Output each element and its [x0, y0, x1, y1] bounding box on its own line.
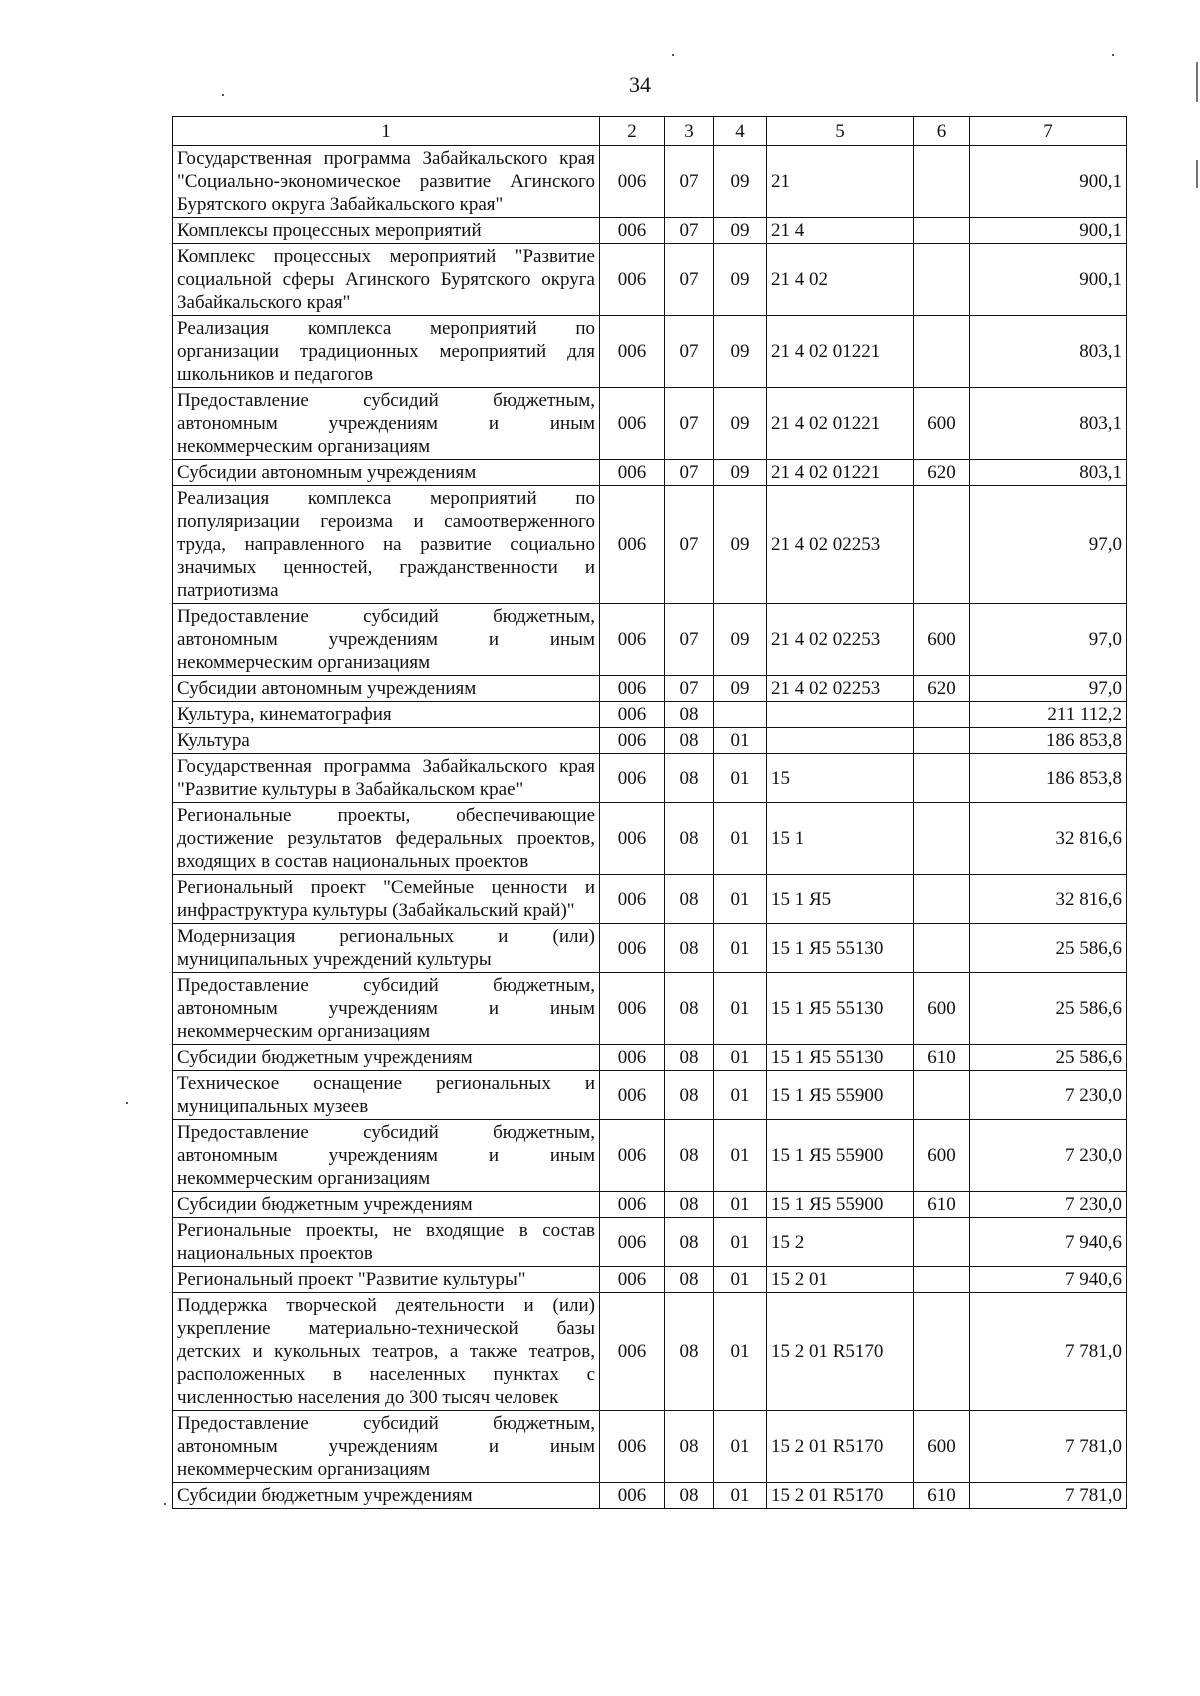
row-name-cell: Реализация комплекса мероприятий по организации традиционных мероприятий для школьников и педагогов	[173, 316, 600, 388]
subsection-code-cell: 01	[714, 1267, 767, 1293]
table-row	[173, 1293, 1127, 1411]
row-name-cell: Культура	[173, 728, 600, 754]
subsection-code-cell: 09	[714, 604, 767, 676]
amount-cell: 7 781,0	[970, 1293, 1127, 1411]
expense-type-cell	[914, 244, 970, 316]
admin-code-cell: 006	[600, 218, 665, 244]
row-name-cell: Предоставление субсидий бюджетным, автономным учреждениям и иным некоммерческим организациям	[173, 604, 600, 676]
section-code-cell: 08	[665, 1218, 714, 1267]
expense-type-cell	[914, 1218, 970, 1267]
amount-cell: 7 230,0	[970, 1120, 1127, 1192]
header-cell: 4	[714, 117, 767, 146]
section-code-cell: 08	[665, 924, 714, 973]
row-name-cell: Культура, кинематография	[173, 702, 600, 728]
section-code-cell: 08	[665, 803, 714, 875]
amount-cell: 186 853,8	[970, 728, 1127, 754]
section-code-cell: 08	[665, 1120, 714, 1192]
expense-type-cell	[914, 486, 970, 604]
target-item-cell: 15 1 Я5 55900	[767, 1071, 914, 1120]
table-row	[173, 875, 1127, 924]
section-code-cell: 08	[665, 754, 714, 803]
expense-type-cell	[914, 1071, 970, 1120]
table-row	[173, 1071, 1127, 1120]
scan-speck	[222, 94, 224, 96]
amount-cell: 7 940,6	[970, 1218, 1127, 1267]
amount-cell: 97,0	[970, 676, 1127, 702]
expense-type-cell: 600	[914, 1120, 970, 1192]
table-row	[173, 388, 1127, 460]
section-code-cell: 08	[665, 875, 714, 924]
target-item-cell: 15 2	[767, 1218, 914, 1267]
table-row	[173, 316, 1127, 388]
target-item-cell: 21 4 02 02253	[767, 486, 914, 604]
row-name-cell: Субсидии бюджетным учреждениям	[173, 1045, 600, 1071]
subsection-code-cell: 01	[714, 1483, 767, 1509]
expense-type-cell	[914, 146, 970, 218]
target-item-cell: 15 2 01 R5170	[767, 1483, 914, 1509]
amount-cell: 900,1	[970, 244, 1127, 316]
subsection-code-cell: 09	[714, 244, 767, 316]
target-item-cell: 15 2 01 R5170	[767, 1293, 914, 1411]
row-name-cell: Региональный проект "Развитие культуры"	[173, 1267, 600, 1293]
row-name-cell: Региональные проекты, обеспечивающие достижение результатов федеральных проектов, входящих в состав национальных проектов	[173, 803, 600, 875]
subsection-code-cell: 09	[714, 316, 767, 388]
admin-code-cell: 006	[600, 460, 665, 486]
scan-edge-mark	[1196, 62, 1198, 102]
amount-cell: 32 816,6	[970, 803, 1127, 875]
expense-type-cell: 620	[914, 676, 970, 702]
section-code-cell: 08	[665, 1192, 714, 1218]
section-code-cell: 08	[665, 702, 714, 728]
target-item-cell: 21 4 02 01221	[767, 388, 914, 460]
admin-code-cell: 006	[600, 1411, 665, 1483]
admin-code-cell: 006	[600, 1120, 665, 1192]
admin-code-cell: 006	[600, 875, 665, 924]
expense-type-cell: 600	[914, 973, 970, 1045]
subsection-code-cell: 09	[714, 146, 767, 218]
budget-table	[172, 116, 1127, 1509]
row-name-cell: Комплекс процессных мероприятий "Развитие социальной сферы Агинского Бурятского округа Забайкальского края"	[173, 244, 600, 316]
subsection-code-cell: 01	[714, 924, 767, 973]
amount-cell: 7 940,6	[970, 1267, 1127, 1293]
admin-code-cell: 006	[600, 924, 665, 973]
row-name-cell: Предоставление субсидий бюджетным, автономным учреждениям и иным некоммерческим организациям	[173, 973, 600, 1045]
expense-type-cell	[914, 218, 970, 244]
admin-code-cell: 006	[600, 973, 665, 1045]
subsection-code-cell: 09	[714, 388, 767, 460]
row-name-cell: Субсидии автономным учреждениям	[173, 676, 600, 702]
admin-code-cell: 006	[600, 1218, 665, 1267]
admin-code-cell: 006	[600, 316, 665, 388]
subsection-code-cell: 01	[714, 728, 767, 754]
section-code-cell: 07	[665, 604, 714, 676]
amount-cell: 97,0	[970, 604, 1127, 676]
target-item-cell	[767, 728, 914, 754]
expense-type-cell	[914, 728, 970, 754]
table-row	[173, 1483, 1127, 1509]
target-item-cell: 15 1 Я5 55130	[767, 1045, 914, 1071]
table-row	[173, 702, 1127, 728]
row-name-cell: Реализация комплекса мероприятий по популяризации героизма и самоотверженного труда, направленного на развитие социально значимых ценностей, гражданственности и патриотизма	[173, 486, 600, 604]
amount-cell: 186 853,8	[970, 754, 1127, 803]
amount-cell: 32 816,6	[970, 875, 1127, 924]
row-name-cell: Предоставление субсидий бюджетным, автономным учреждениям и иным некоммерческим организациям	[173, 388, 600, 460]
admin-code-cell: 006	[600, 244, 665, 316]
amount-cell: 211 112,2	[970, 702, 1127, 728]
section-code-cell: 07	[665, 486, 714, 604]
section-code-cell: 08	[665, 973, 714, 1045]
expense-type-cell	[914, 1293, 970, 1411]
admin-code-cell: 006	[600, 604, 665, 676]
section-code-cell: 08	[665, 1045, 714, 1071]
section-code-cell: 08	[665, 1293, 714, 1411]
subsection-code-cell: 01	[714, 1071, 767, 1120]
header-cell: 5	[767, 117, 914, 146]
amount-cell: 7 781,0	[970, 1483, 1127, 1509]
table-row	[173, 728, 1127, 754]
target-item-cell: 15 1 Я5 55130	[767, 924, 914, 973]
target-item-cell: 15 1 Я5 55900	[767, 1192, 914, 1218]
amount-cell: 803,1	[970, 460, 1127, 486]
amount-cell: 25 586,6	[970, 1045, 1127, 1071]
row-name-cell: Техническое оснащение региональных и муниципальных музеев	[173, 1071, 600, 1120]
section-code-cell: 07	[665, 460, 714, 486]
amount-cell: 25 586,6	[970, 924, 1127, 973]
expense-type-cell: 610	[914, 1192, 970, 1218]
subsection-code-cell: 01	[714, 1293, 767, 1411]
target-item-cell: 21	[767, 146, 914, 218]
admin-code-cell: 006	[600, 1045, 665, 1071]
target-item-cell: 21 4 02 01221	[767, 316, 914, 388]
section-code-cell: 07	[665, 316, 714, 388]
admin-code-cell: 006	[600, 388, 665, 460]
table-row	[173, 486, 1127, 604]
expense-type-cell: 600	[914, 604, 970, 676]
row-name-cell: Модернизация региональных и (или) муниципальных учреждений культуры	[173, 924, 600, 973]
header-cell: 3	[665, 117, 714, 146]
target-item-cell: 15 1	[767, 803, 914, 875]
section-code-cell: 08	[665, 728, 714, 754]
row-name-cell: Государственная программа Забайкальского края "Развитие культуры в Забайкальском крае"	[173, 754, 600, 803]
section-code-cell: 07	[665, 388, 714, 460]
admin-code-cell: 006	[600, 803, 665, 875]
target-item-cell: 15 2 01	[767, 1267, 914, 1293]
expense-type-cell: 620	[914, 460, 970, 486]
expense-type-cell: 600	[914, 1411, 970, 1483]
expense-type-cell	[914, 803, 970, 875]
table-row	[173, 803, 1127, 875]
section-code-cell: 08	[665, 1071, 714, 1120]
target-item-cell: 15 1 Я5	[767, 875, 914, 924]
row-name-cell: Предоставление субсидий бюджетным, автономным учреждениям и иным некоммерческим организациям	[173, 1120, 600, 1192]
expense-type-cell	[914, 316, 970, 388]
table-row	[173, 973, 1127, 1045]
expense-type-cell	[914, 1267, 970, 1293]
scan-speck	[1112, 54, 1114, 56]
expense-type-cell	[914, 754, 970, 803]
subsection-code-cell: 01	[714, 1120, 767, 1192]
row-name-cell: Региональные проекты, не входящие в состав национальных проектов	[173, 1218, 600, 1267]
row-name-cell: Предоставление субсидий бюджетным, автономным учреждениям и иным некоммерческим организациям	[173, 1411, 600, 1483]
row-name-cell: Поддержка творческой деятельности и (или) укрепление материально-технической базы детских и кукольных театров, а также театров, расположенных в населенных пунктах с численностью населения до 300 тысяч человек	[173, 1293, 600, 1411]
amount-cell: 900,1	[970, 218, 1127, 244]
row-name-cell: Региональный проект "Семейные ценности и инфраструктура культуры (Забайкальский край)"	[173, 875, 600, 924]
expense-type-cell: 610	[914, 1483, 970, 1509]
section-code-cell: 07	[665, 146, 714, 218]
table-row	[173, 676, 1127, 702]
target-item-cell: 15 2 01 R5170	[767, 1411, 914, 1483]
admin-code-cell: 006	[600, 728, 665, 754]
amount-cell: 7 781,0	[970, 1411, 1127, 1483]
table-header-row	[173, 117, 1127, 146]
admin-code-cell: 006	[600, 146, 665, 218]
expense-type-cell: 610	[914, 1045, 970, 1071]
scan-speck	[126, 1102, 128, 1104]
section-code-cell: 07	[665, 244, 714, 316]
admin-code-cell: 006	[600, 1192, 665, 1218]
subsection-code-cell: 09	[714, 486, 767, 604]
expense-type-cell	[914, 702, 970, 728]
admin-code-cell: 006	[600, 1293, 665, 1411]
subsection-code-cell: 01	[714, 754, 767, 803]
subsection-code-cell: 01	[714, 1411, 767, 1483]
row-name-cell: Субсидии бюджетным учреждениям	[173, 1483, 600, 1509]
scan-edge-mark	[1196, 160, 1198, 188]
amount-cell: 803,1	[970, 316, 1127, 388]
subsection-code-cell: 01	[714, 1218, 767, 1267]
expense-type-cell	[914, 924, 970, 973]
table-row	[173, 244, 1127, 316]
header-cell: 7	[970, 117, 1127, 146]
amount-cell: 7 230,0	[970, 1192, 1127, 1218]
section-code-cell: 07	[665, 676, 714, 702]
admin-code-cell: 006	[600, 702, 665, 728]
header-cell: 6	[914, 117, 970, 146]
subsection-code-cell	[714, 702, 767, 728]
table-row	[173, 754, 1127, 803]
amount-cell: 25 586,6	[970, 973, 1127, 1045]
subsection-code-cell: 01	[714, 1045, 767, 1071]
table-row	[173, 218, 1127, 244]
row-name-cell: Субсидии автономным учреждениям	[173, 460, 600, 486]
subsection-code-cell: 09	[714, 218, 767, 244]
header-cell: 1	[173, 117, 600, 146]
row-name-cell: Субсидии бюджетным учреждениям	[173, 1192, 600, 1218]
amount-cell: 97,0	[970, 486, 1127, 604]
table-row	[173, 1120, 1127, 1192]
expense-type-cell	[914, 875, 970, 924]
section-code-cell: 08	[665, 1411, 714, 1483]
amount-cell: 900,1	[970, 146, 1127, 218]
target-item-cell: 21 4 02 02253	[767, 604, 914, 676]
target-item-cell: 15 1 Я5 55130	[767, 973, 914, 1045]
page-number: 34	[629, 72, 651, 97]
admin-code-cell: 006	[600, 1071, 665, 1120]
table-row	[173, 460, 1127, 486]
admin-code-cell: 006	[600, 754, 665, 803]
amount-cell: 803,1	[970, 388, 1127, 460]
scan-speck	[672, 54, 674, 56]
subsection-code-cell: 01	[714, 973, 767, 1045]
table-row	[173, 1267, 1127, 1293]
target-item-cell	[767, 702, 914, 728]
admin-code-cell: 006	[600, 486, 665, 604]
row-name-cell: Комплексы процессных мероприятий	[173, 218, 600, 244]
table-row	[173, 604, 1127, 676]
section-code-cell: 07	[665, 218, 714, 244]
admin-code-cell: 006	[600, 676, 665, 702]
subsection-code-cell: 01	[714, 1192, 767, 1218]
table-row	[173, 1218, 1127, 1267]
admin-code-cell: 006	[600, 1483, 665, 1509]
section-code-cell: 08	[665, 1483, 714, 1509]
table-row	[173, 1411, 1127, 1483]
subsection-code-cell: 09	[714, 460, 767, 486]
table-row	[173, 1045, 1127, 1071]
header-cell: 2	[600, 117, 665, 146]
target-item-cell: 21 4	[767, 218, 914, 244]
scan-speck	[164, 1503, 166, 1505]
table-row	[173, 146, 1127, 218]
target-item-cell: 21 4 02 02253	[767, 676, 914, 702]
target-item-cell: 21 4 02	[767, 244, 914, 316]
row-name-cell: Государственная программа Забайкальского края "Социально-экономическое развитие Агинского Бурятского округа Забайкальского края"	[173, 146, 600, 218]
amount-cell: 7 230,0	[970, 1071, 1127, 1120]
subsection-code-cell: 01	[714, 875, 767, 924]
target-item-cell: 15	[767, 754, 914, 803]
section-code-cell: 08	[665, 1267, 714, 1293]
admin-code-cell: 006	[600, 1267, 665, 1293]
subsection-code-cell: 09	[714, 676, 767, 702]
expense-type-cell: 600	[914, 388, 970, 460]
subsection-code-cell: 01	[714, 803, 767, 875]
target-item-cell: 21 4 02 01221	[767, 460, 914, 486]
target-item-cell: 15 1 Я5 55900	[767, 1120, 914, 1192]
table-row	[173, 924, 1127, 973]
table-row	[173, 1192, 1127, 1218]
